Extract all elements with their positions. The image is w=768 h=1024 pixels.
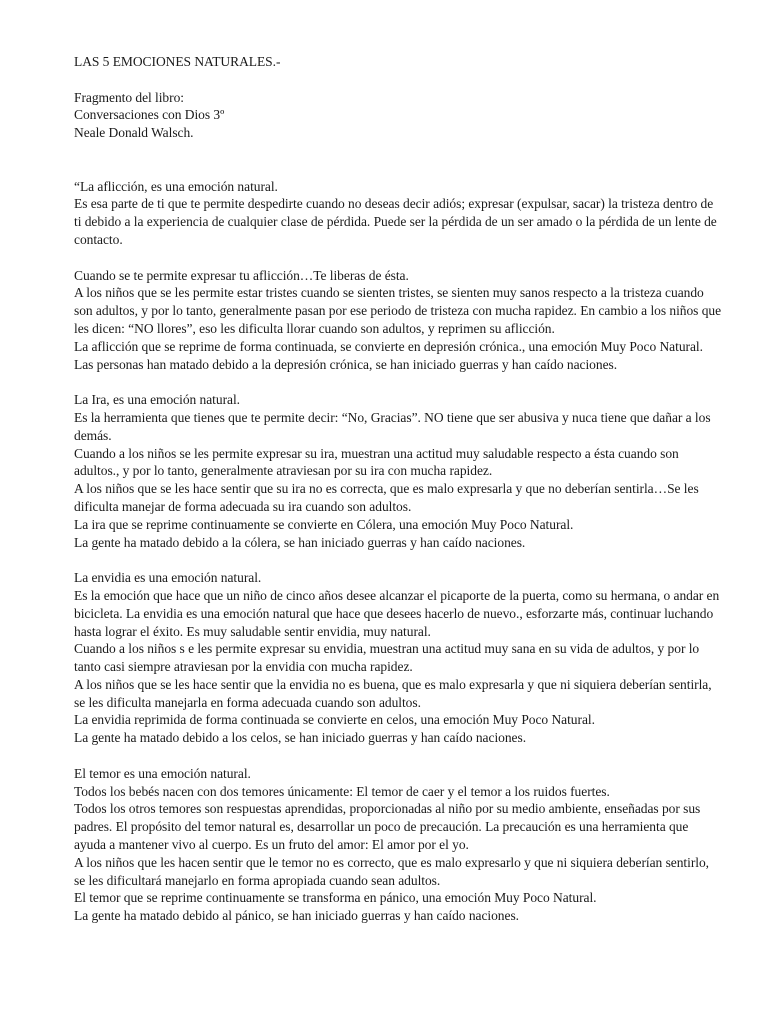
paragraph: Cuando a los niños se les permite expresar su ira, muestran una actitud muy saludable respecto a ésta cuando son adultos., y por lo tanto, generalmente atraviesan por su ira con mucha rapidez. bbox=[74, 445, 679, 479]
paragraph: El temor que se reprime continuamente se transforma en pánico, una emoción Muy Poco Natural. bbox=[74, 890, 597, 906]
document-title-block bbox=[74, 53, 722, 71]
section-afliccion bbox=[74, 267, 722, 374]
paragraph: Todos los bebés nacen con dos temores únicamente: El temor de caer y el temor a los ruidos fuertes. bbox=[74, 783, 610, 799]
paragraph: “La aflicción, es una emoción natural. bbox=[74, 178, 278, 194]
paragraph: A los niños que les hacen sentir que le temor no es correcto, que es malo expresarlo y que ni siquiera deberían sentirlo, se les dificultará manejarlo en forma apropiada cuando sean adultos. bbox=[74, 854, 710, 888]
paragraph: Es la herramienta que tienes que te permite decir: “No, Gracias”. NO tiene que ser abusiva y nuca tiene que dañar a los demás. bbox=[74, 409, 711, 443]
paragraph: Las personas han matado debido a la depresión crónica, se han iniciado guerras y han caído naciones. bbox=[74, 356, 618, 372]
section-afliccion-intro bbox=[74, 178, 722, 249]
source-line: Neale Donald Walsch. bbox=[74, 125, 194, 141]
paragraph: Cuando se te permite expresar tu aflicción…Te liberas de ésta. bbox=[74, 267, 409, 283]
paragraph: La ira que se reprime continuamente se convierte en Cólera, una emoción Muy Poco Natural. bbox=[74, 516, 574, 532]
section-temor bbox=[74, 765, 722, 925]
paragraph: A los niños que se les hace sentir que su ira no es correcta, que es malo expresarla y que no deberían sentirla…Se les dificulta manejar de forma adecuada su ira cuando son adultos. bbox=[74, 481, 699, 514]
paragraph: La envidia reprimida de forma continuada se convierte en celos, una emoción Muy Poco Natural. bbox=[74, 712, 595, 728]
paragraph: A los niños que se les permite estar tristes cuando se sienten tristes, se sienten muy sanos respecto a la tristeza cuando son adultos, y por lo tanto, generalmente pasan por ese periodo de tristeza con mucha rapidez. En cambio a los niños que les dicen: “NO llores”, eso les dificulta llorar cuando son adultos, y reprimen su aflicción. bbox=[74, 285, 722, 336]
paragraph: La aflicción que se reprime de forma continuada, se convierte en depresión crónica., una emoción Muy Poco Natural. bbox=[74, 338, 703, 354]
paragraph: La gente ha matado debido a los celos, se han iniciado guerras y han caído naciones. bbox=[74, 730, 527, 746]
document-page bbox=[74, 53, 722, 925]
paragraph: A los niños que se les hace sentir que la envidia no es buena, que es malo expresarla y que ni siquiera deberían sentirla, se les dificulta manejarla en forma adecuada cuando son adultos. bbox=[74, 676, 712, 710]
paragraph: La envidia es una emoción natural. bbox=[74, 570, 262, 586]
paragraph: El temor es una emoción natural. bbox=[74, 765, 251, 781]
source-line: Conversaciones con Dios 3º bbox=[74, 107, 225, 123]
paragraph: La gente ha matado debido al pánico, se han iniciado guerras y han caído naciones. bbox=[74, 908, 519, 924]
paragraph: La Ira, es una emoción natural. bbox=[74, 392, 241, 408]
section-ira bbox=[74, 391, 722, 551]
paragraph: La gente ha matado debido a la cólera, se han iniciado guerras y han caído naciones. bbox=[74, 534, 526, 550]
paragraph: Todos los otros temores son respuestas aprendidas, proporcionadas al niño por su medio ambiente, enseñadas por sus padres. El propósito del temor natural es, desarrollar un poco de precaución. La precaución es una herramienta que ayuda a mantener vivo al cuerpo. Es un fruto del amor: El amor por el yo. bbox=[74, 801, 701, 853]
source-block bbox=[74, 89, 722, 142]
paragraph: Cuando a los niños s e les permite expresar su envidia, muestran una actitud muy sana en su vida de adultos, y por lo tanto casi siempre atraviesan por la envidia con mucha rapidez. bbox=[74, 641, 700, 675]
section-envidia bbox=[74, 569, 722, 747]
paragraph: Es la emoción que hace que un niño de cinco años desee alcanzar el picaporte de la puerta, como su hermana, o andar en bicicleta. La envidia es una emoción natural que hace que desees hacerlo de nuevo., esforzarte más, continuar luchando hasta lograr el éxito. Es muy saludable sentir envidia, muy natural. bbox=[74, 587, 720, 639]
source-line: Fragmento del libro: bbox=[74, 89, 184, 105]
paragraph: Es esa parte de ti que te permite despedirte cuando no deseas decir adiós; expresar (expulsar, sacar) la tristeza dentro de ti debido a la experiencia de cualquier clase de pérdida. Puede ser la pérdida de un ser amado o la pérdida de un lente de contacto. bbox=[74, 196, 717, 247]
document-title: LAS 5 EMOCIONES NATURALES.- bbox=[74, 54, 281, 69]
